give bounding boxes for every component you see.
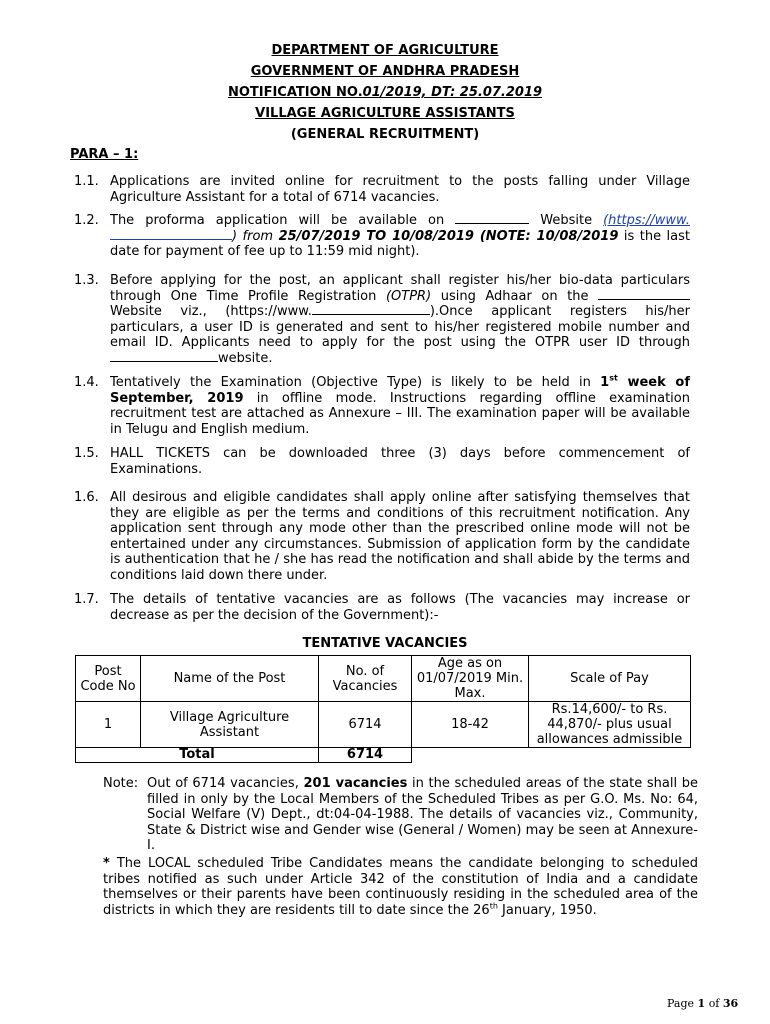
blank-line [110, 229, 232, 240]
cell-age: 18-42 [412, 702, 529, 748]
website-link[interactable]: (https://www. [603, 213, 690, 228]
para-item-1-6 [74, 490, 690, 583]
page-number: Page 1 of 36 [667, 997, 739, 1010]
cell-post-code: 1 [76, 702, 141, 748]
item-number: 1.1. [74, 174, 99, 189]
item-number: 1.6. [74, 490, 99, 505]
item-text: The proforma application will be available on Website (https://www.) from 25/07/2019 TO 10/08/2019 (NOTE: 10/08/2019 is the last date for payment of fee up to 11:59 mid night). [110, 213, 690, 259]
note-label: Note: [103, 776, 139, 791]
para-item-1-1 [74, 174, 690, 205]
cell-vacancies: 6714 [319, 702, 412, 748]
para-item-1-3 [74, 273, 690, 366]
para-item-1-7 [74, 592, 690, 623]
item-text: Tentatively the Examination (Objective Type) is likely to be held in 1st week of September, 2019 in offline mode. Instructions regarding offline examination recruitment test are attached as Annexure – III. The examination paper will be available in Telugu and English medium. [110, 373, 691, 437]
blank-line [598, 289, 690, 300]
cell-post-name: Village Agriculture Assistant [141, 702, 319, 748]
blank-line [110, 351, 218, 362]
header-vacancies: No. of Vacancies [319, 656, 412, 702]
item-text: Before applying for the post, an applicant shall register his/her bio-data particulars through One Time Profile Registration (OTPR) using Adhaar on the Website viz., (https://www. ).Once applicant registers his/her particulars, a user ID is generated and sent to his/her registered mobile number and email ID. Applicants need to apply for the post using the OTPR user ID through website. [110, 273, 690, 366]
item-number: 1.4. [74, 375, 99, 390]
header-age: Age as on 01/07/2019 Min. Max. [412, 656, 529, 702]
department-title: DEPARTMENT OF AGRICULTURE [271, 43, 499, 58]
blank-line [312, 304, 430, 315]
table-header-row [76, 656, 691, 702]
header-post-name: Name of the Post [141, 656, 319, 702]
notification-number: NOTIFICATION NO.01/2019, DT: 25.07.2019 [227, 85, 543, 100]
note [103, 776, 698, 854]
item-text: Applications are invited online for recruitment to the posts falling under Village Agriculture Assistant for a total of 6714 vacancies. [110, 174, 690, 205]
item-text: All desirous and eligible candidates shall apply online after satisfying themselves that they are eligible as per the terms and conditions of this recruitment notification. Any application sent through any mode other than the prescribed online mode will not be entertained under any circumstances. Submission of application form by the candidate is authentication that he / she has read the notification and shall abide by the terms and conditions laid down there under. [110, 490, 690, 583]
item-number: 1.7. [74, 592, 99, 607]
local-st-note: * The LOCAL scheduled Tribe Candidates means the candidate belonging to scheduled tribes notified as such under Article 342 of the constitution of India and a candidate themselves or their parents have been continuously residing in the scheduled area of the districts in which they are residents till to date since the 26th January, 1950. [103, 856, 698, 918]
header-scale: Scale of Pay [529, 656, 691, 702]
table-row [76, 702, 691, 748]
item-number: 1.5. [74, 446, 99, 461]
table-total-row [76, 748, 691, 763]
recruitment-subtitle: (GENERAL RECRUITMENT) [290, 127, 480, 142]
exam-date: 1st week of September, 2019 [110, 373, 691, 406]
date-range: 25/07/2019 TO 10/08/2019 (NOTE: 10/08/2019 [278, 228, 619, 244]
note-text: Out of 6714 vacancies, 201 vacancies in the scheduled areas of the state shall be filled in only by the Local Members of the Scheduled Tribes as per G.O. Ms. No: 64, Social Welfare (V) Dept., dt:04-04-1988. The details of vacancies viz., Community, State & District wise and Gender wise (General / Women) may be seen at Annexure-I. [147, 776, 698, 853]
table-title: TENTATIVE VACANCIES [302, 636, 468, 651]
header-post-code: Post Code No [76, 656, 141, 702]
para-item-1-5 [74, 446, 690, 477]
recruitment-title: VILLAGE AGRICULTURE ASSISTANTS [255, 106, 515, 121]
item-text: The details of tentative vacancies are as follows (The vacancies may increase or decrease as per the decision of the Government):- [110, 592, 690, 623]
cell-scale: Rs.14,600/- to Rs. 44,870/- plus usual allowances admissible [529, 702, 691, 748]
vacancies-table [75, 655, 691, 763]
para-label: PARA – 1: [70, 147, 139, 162]
item-text: HALL TICKETS can be downloaded three (3) days before commencement of Examinations. [110, 446, 690, 477]
total-label: Total [76, 748, 319, 763]
total-value: 6714 [319, 748, 412, 763]
asterisk: * [103, 856, 110, 871]
para-item-1-2 [74, 213, 690, 260]
blank-line [455, 213, 529, 224]
government-title: GOVERNMENT OF ANDHRA PRADESH [250, 64, 520, 79]
item-number: 1.3. [74, 273, 99, 288]
para-item-1-4 [74, 375, 690, 437]
item-number: 1.2. [74, 213, 99, 228]
